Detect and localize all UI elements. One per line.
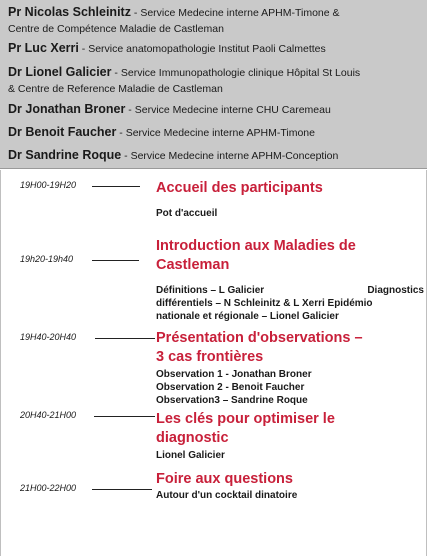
speaker-entry xyxy=(8,4,420,37)
speaker-name: Pr Nicolas Schleinitz xyxy=(8,5,131,19)
time-slot: 21H00-22H00 xyxy=(20,483,77,493)
detail-line: différentiels – N Schleinitz & L Xerri Epidémio xyxy=(156,298,373,309)
detail-line: Lionel Galicier xyxy=(156,450,225,461)
session-details xyxy=(156,368,424,407)
session-details xyxy=(156,207,424,220)
speaker-name: Dr Lionel Galicier xyxy=(8,65,112,79)
session-title xyxy=(156,410,424,448)
session-title-line: diagnostic xyxy=(156,430,229,446)
detail-text: Diagnostics xyxy=(367,285,424,296)
speaker-name: Dr Benoit Faucher xyxy=(8,125,117,139)
time-connector-line xyxy=(92,260,139,261)
speaker-affiliation: Service anatomopathologie Institut Paoli Calmettes xyxy=(88,43,326,55)
detail-line: Observation3 – Sandrine Roque xyxy=(156,395,308,406)
time-slot: 20H40-21H00 xyxy=(20,410,77,420)
speaker-entry xyxy=(8,147,420,164)
session-title-line: Castleman xyxy=(156,257,230,273)
time-slot: 19H40-20H40 xyxy=(20,332,77,342)
time-slot: 19H00-19H20 xyxy=(20,180,77,190)
session-title xyxy=(156,329,424,367)
speaker-affiliation: Service Medecine interne CHU Caremeau xyxy=(134,104,331,116)
session-title-line: Accueil des participants xyxy=(156,180,323,196)
detail-line: Observation 2 - Benoit Faucher xyxy=(156,382,305,393)
program-schedule xyxy=(0,170,427,556)
separator: - xyxy=(78,43,89,55)
speaker-name: Dr Sandrine Roque xyxy=(8,148,122,162)
detail-line: Autour d'un cocktail dinatoire xyxy=(156,490,298,501)
session-details xyxy=(156,284,424,323)
speaker-affiliation: Service Medecine interne APHM-Conception xyxy=(130,150,339,162)
speaker-affiliation-line2: Centre de Compétence Maladie de Castleman xyxy=(8,23,224,35)
session-title xyxy=(156,237,424,275)
time-connector-line xyxy=(92,489,152,490)
separator: - xyxy=(111,67,121,79)
speaker-affiliation-line2: & Centre de Reference Maladie de Castleman xyxy=(8,83,223,95)
session-title-line: Foire aux questions xyxy=(156,471,293,487)
speaker-entry xyxy=(8,101,420,118)
session-title xyxy=(156,179,424,198)
detail-line: nationale et régionale – Lionel Galicier xyxy=(156,311,339,322)
separator: - xyxy=(130,7,141,19)
speakers-panel xyxy=(0,0,427,169)
speaker-affiliation: Service Medecine interne APHM-Timone xyxy=(125,127,315,139)
time-connector-line xyxy=(95,338,155,339)
time-connector-line xyxy=(94,416,155,417)
session-title-line: 3 cas frontières xyxy=(156,349,264,365)
detail-text: Définitions – L Galicier xyxy=(156,285,265,296)
time-slot: 19h20-19h40 xyxy=(20,254,74,264)
session-title-line: Introduction aux Maladies de xyxy=(156,238,356,254)
detail-line: Pot d'accueil xyxy=(156,208,218,219)
time-connector-line xyxy=(92,186,140,187)
speaker-entry xyxy=(8,40,420,57)
separator: - xyxy=(116,127,126,139)
speaker-affiliation: Service Immunopathologie clinique Hôpital St Louis xyxy=(120,67,361,79)
speaker-affiliation: Service Medecine interne APHM-Timone & xyxy=(140,7,340,19)
speaker-entry xyxy=(8,124,420,141)
separator: - xyxy=(125,104,135,116)
detail-line xyxy=(156,284,424,297)
separator: - xyxy=(121,150,131,162)
session-details xyxy=(156,449,424,462)
speaker-entry xyxy=(8,64,420,97)
session-title xyxy=(156,470,424,489)
speaker-name: Dr Jonathan Broner xyxy=(8,102,126,116)
session-title-line: Présentation d'observations – xyxy=(156,330,363,346)
session-details xyxy=(156,489,424,502)
detail-line: Observation 1 - Jonathan Broner xyxy=(156,369,312,380)
session-title-line: Les clés pour optimiser le xyxy=(156,411,335,427)
speaker-name: Pr Luc Xerri xyxy=(8,41,79,55)
